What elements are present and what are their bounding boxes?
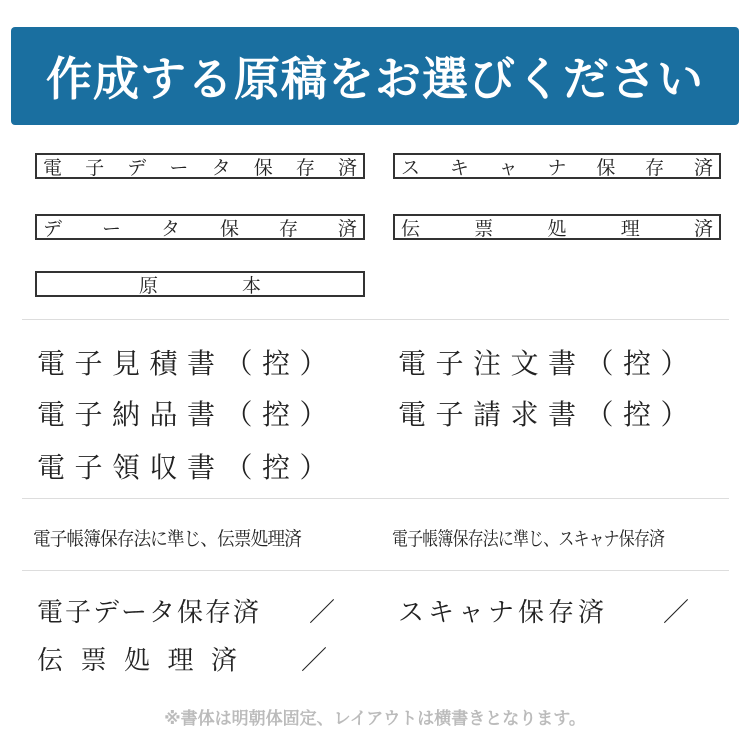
footer-note: ※書体は明朝体固定、レイアウトは横書きとなります。 (164, 709, 586, 729)
stamp-text (401, 153, 713, 180)
option-nohin[interactable]: 電子納品書（控） (37, 398, 338, 431)
slash-mark: ／ (308, 598, 337, 628)
option-scanner-slash[interactable] (398, 592, 693, 629)
header-banner (11, 27, 739, 125)
stamp-char: 本 (241, 274, 261, 297)
stamp-char: 済 (693, 217, 713, 240)
option-label: スキャナ保存済 (398, 598, 609, 628)
stamp-char: タ (211, 156, 231, 179)
stamp-char: 伝 (37, 646, 64, 676)
stamp-char: 存 (278, 217, 298, 240)
stamp-char: タ (160, 217, 180, 240)
stamp-char: 済 (693, 156, 713, 179)
slash-mark: ／ (300, 646, 327, 676)
stamp-char: デ (127, 156, 147, 179)
slash-mark: ／ (662, 598, 693, 628)
option-seikyu[interactable]: 電子請求書（控） (398, 398, 699, 431)
stamp-char: 存 (295, 156, 315, 179)
stamp-option-data[interactable] (35, 214, 365, 240)
stamp-option-scanner[interactable] (393, 153, 721, 179)
stamp-char: ャ (498, 156, 518, 179)
stamp-char: 保 (253, 156, 273, 179)
stamp-char: ス (401, 156, 421, 179)
option-label: 電子データ保存済 (37, 598, 262, 628)
option-ryoshu[interactable]: 電子領収書（控） (37, 451, 338, 484)
divider (22, 570, 729, 571)
stamp-char: 票 (474, 217, 494, 240)
stamp-char: ー (101, 217, 121, 240)
stamp-char: 済 (337, 156, 357, 179)
option-denpyo-line[interactable]: 電子帳簿保存法に準じ、伝票処理済 (33, 528, 301, 550)
stamp-text (401, 214, 713, 241)
stamp-text (43, 214, 357, 241)
stamp-char: 処 (547, 217, 567, 240)
stamp-char: 子 (85, 156, 105, 179)
stamp-option-denshi-data[interactable] (35, 153, 365, 179)
stamp-char: 理 (620, 217, 640, 240)
stamp-char: 存 (645, 156, 665, 179)
stamp-char: キ (449, 156, 469, 179)
divider (22, 319, 729, 320)
stamp-char: 保 (219, 217, 239, 240)
stamp-text (43, 153, 357, 180)
option-mitsumori[interactable]: 電子見積書（控） (37, 347, 338, 380)
stamp-option-denpyo[interactable] (393, 214, 721, 240)
stamp-text (97, 271, 303, 298)
option-denshi-data-slash[interactable] (37, 592, 337, 629)
option-denpyo-slash[interactable] (37, 640, 327, 677)
stamp-char: 済 (337, 217, 357, 240)
stamp-char: 済 (210, 646, 237, 676)
stamp-char: 伝 (401, 217, 421, 240)
stamp-char: 電 (43, 156, 63, 179)
stamp-option-genpon[interactable] (35, 271, 365, 297)
option-chumon[interactable]: 電子注文書（控） (398, 347, 699, 380)
option-scanner-line[interactable]: 電子帳簿保存法に準じ、スキャナ保存済 (392, 528, 665, 550)
stamp-char: 保 (596, 156, 616, 179)
stamp-char: 処 (123, 646, 150, 676)
stamp-char: デ (43, 217, 63, 240)
option-label (37, 640, 237, 677)
stamp-char: ー (169, 156, 189, 179)
stamp-char: ナ (547, 156, 567, 179)
stamp-char: 理 (167, 646, 194, 676)
divider (22, 498, 729, 499)
page-title: 作成する原稿をお選びください (46, 52, 704, 106)
stamp-char: 票 (80, 646, 107, 676)
stamp-char: 原 (138, 274, 158, 297)
